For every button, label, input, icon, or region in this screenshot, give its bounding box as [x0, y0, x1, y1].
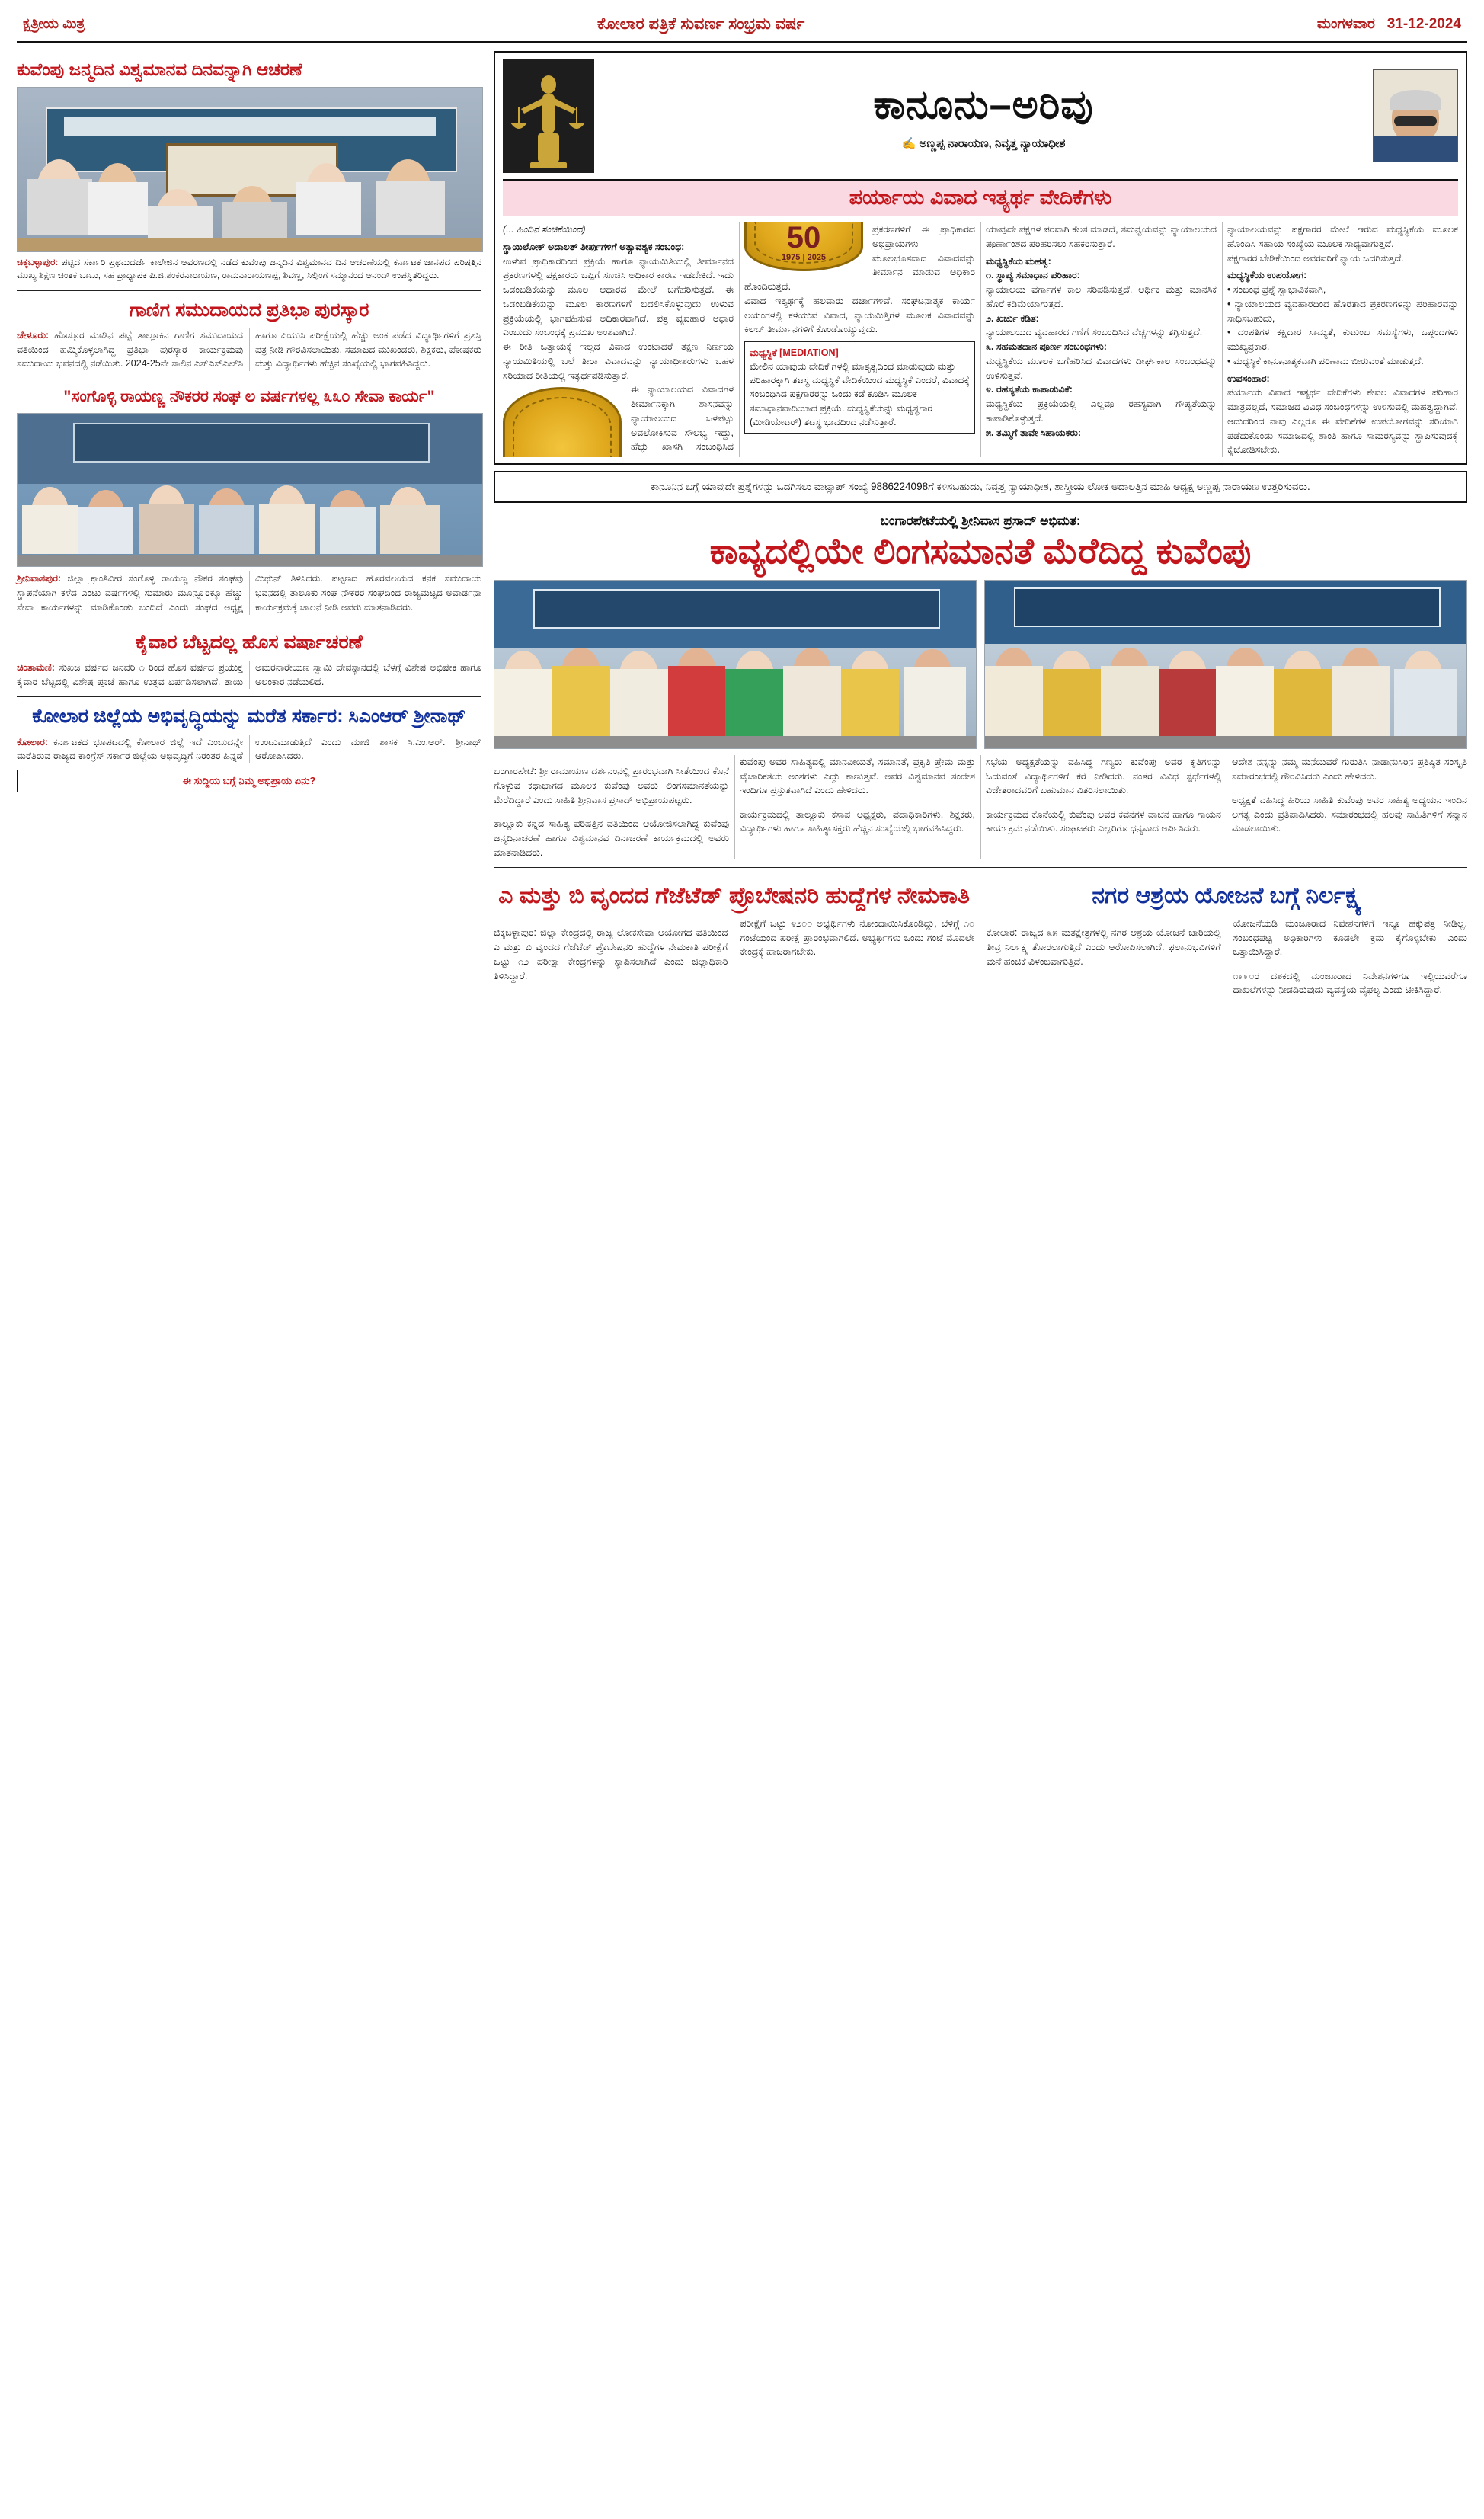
feature-title: ಕಾವ್ಯದಲ್ಲಿಯೇ ಲಿಂಗಸಮಾನತೆ ಮೆರೆದಿದ್ದ ಕುವೆಂಪು	[709, 530, 1252, 571]
kanoonu-col-1	[503, 222, 734, 382]
kanoonu-col4-b1: • ಸಂಬಂಧ ಪ್ರಶ್ನೆ ಸ್ವಾಭಾವಿಕವಾಗಿ,	[1227, 284, 1326, 295]
gazetted-body	[494, 917, 974, 984]
kanoonu-col4-b2: • ನ್ಯಾಯಾಲಯದ ವ್ಯವಹಾರದಿಂದ ಹೊರತಾದ ಪ್ರಕರಣಗಳನ್ನು ಪರಿಹಾರವನ್ನು ಸಾಧಿಸಬಹುದು,	[1227, 298, 1458, 324]
kanoonu-topic-band: ಪರ್ಯಾಯ ವಿವಾದ ಇತ್ಯರ್ಥ ವೇದಿಕೆಗಳು	[503, 179, 1458, 216]
story4-body	[17, 661, 481, 690]
feature-body	[494, 755, 1467, 860]
story4-headline: ಕೈವಾರ ಬೆಟ್ಟದಲ್ಲ ಹೊಸ ವರ್ಷಾಚರಣೆ	[136, 631, 363, 653]
nagara-p1: ಕೋಲಾರ: ರಾಜ್ಯದ ೩೫ ಮತಕ್ಷೇತ್ರಗಳಲ್ಲಿ ನಗರ ಆಶ್ರಯ ಯೋಜನೆ ಜಾರಿಯಲ್ಲಿ ತೀವ್ರ ನಿರ್ಲಕ್ಷ್ಯ ತೋರಲಾಗುತ್ತಿದೆ ಎಂದು ಆರೋಪಿಸಲಾಗಿದೆ. ಫಲಾನುಭವಿಗಳಿಗೆ ಮನೆ ಹಂಚಿಕೆ ವಿಳಂಬವಾಗುತ್ತಿದೆ.	[987, 927, 1221, 967]
story1-caption	[17, 256, 481, 283]
kanoonu-arivu-section	[494, 51, 1467, 465]
nagara-p2: ಯೋಜನೆಯಡಿ ಮಂಜೂರಾದ ನಿವೇಶನಗಳಿಗೆ ಇನ್ನೂ ಹಕ್ಕುಪತ್ರ ನೀಡಿಲ್ಲ. ಸಂಬಂಧಪಟ್ಟ ಅಧಿಕಾರಿಗಳು ಕೂಡಲೇ ಕ್ರಮ ಕೈಗೊಳ್ಳಬೇಕು ಎಂದು ಒತ್ತಾಯಿಸಿದ್ದಾರೆ.	[1233, 917, 1467, 958]
gazetted-title: ಎ ಮತ್ತು ಬಿ ವೃಂದದ ಗೆಜೆಟೆಡ್ ಪ್ರೊಬೇಷನರಿ ಹುದ್ದೆಗಳ ನೇಮಕಾತಿ	[498, 883, 970, 909]
feature-para-3: ಕಾರ್ಯಕ್ರಮದಲ್ಲಿ ತಾಲ್ಲೂಕು ಕಸಾಪ ಅಧ್ಯಕ್ಷರು, ಪದಾಧಿಕಾರಿಗಳು, ಶಿಕ್ಷಕರು, ವಿದ್ಯಾರ್ಥಿಗಳು ಹಾಗೂ ಸಾಹಿತ್ಯಾಸಕ್ತರು ಹೆಚ್ಚಿನ ಸಂಖ್ಯೆಯಲ್ಲಿ ಭಾಗವಹಿಸಿದ್ದರು.	[740, 808, 975, 834]
story1-photo	[17, 87, 483, 252]
kanoonu-col1-p2: ಈ ರೀತಿ ಒತ್ತಾಯಕ್ಕೆ ಇಲ್ಲದ ವಿವಾದ ಉಂಟಾದರೆ ತಕ್ಷಣ ನಿರ್ಣಯ ನ್ಯಾಯಮಿತಿಯಲ್ಲಿ ಬಲೆ ತೀರಾ ವಿವಾದವನ್ನು ನ್ಯಾಯಾಧೀಶರುಗಳು ಬಹಳ ಸರಿಯಾದ ರೀತಿಯಲ್ಲಿ ಇತ್ಯರ್ಥಪಡಿಸುತ್ತಾರೆ.	[503, 341, 734, 381]
mediation-title: ಮಧ್ಯಸ್ಥಿಕೆ [MEDIATION]	[750, 347, 839, 358]
story4-lead: ಚಿಂತಾಮಣಿ:	[17, 661, 55, 673]
kanoonu-contact-band: ಕಾನೂನಿನ ಬಗ್ಗೆ ಯಾವುದೇ ಪ್ರಶ್ನೆಗಳನ್ನು ಒದಗಿಸಲು ವಾಟ್ಸಾಪ್ ಸಂಖ್ಯೆ 9886224098ಗೆ ಕಳಿಸಬಹುದು, ನಿವೃತ್ತ ನ್ಯಾಯಾಧೀಶ, ಶಾಸ್ತ್ರೀಯ ಲೋಕ ಅದಾಲತ್ತಿನ ಮಾಹಿ ಅಧ್ಯಕ್ಷ ಅಣ್ಣಪ್ಪ ನಾರಾಯಣ ಉತ್ತರಿಸುವರು.	[494, 471, 1467, 503]
story2-body	[17, 328, 481, 371]
kanoonu-col4-h1: ಮಧ್ಯಸ್ಥಿಕೆಯ ಉಪಯೋಗ:	[1227, 270, 1307, 281]
nagara-section	[987, 877, 1467, 997]
masthead	[17, 11, 1467, 43]
masthead-left: ಕ್ಷತ್ರೀಯ ಮಿತ್ರ	[23, 16, 85, 32]
nagara-body	[987, 917, 1467, 997]
kanoonu-byline: ✍ ಅಣ್ಣಪ್ಪ ನಾರಾಯಣ, ನಿವೃತ್ತ ನ್ಯಾಯಾಧೀಶ	[901, 136, 1066, 150]
story2-lead: ಚೇಳೂರು:	[17, 329, 50, 341]
feedback-box[interactable]: ಈ ಸುದ್ದಿಯ ಬಗ್ಗೆ ನಿಮ್ಮ ಅಭಿಪ್ರಾಯ ಏನು?	[17, 770, 481, 792]
story5-lead: ಕೋಲಾರ:	[17, 736, 48, 747]
feature-para-0: ಬಂಗಾರಪೇಟೆ: ಶ್ರೀ ರಾಮಾಯಣ ದರ್ಶನಂನಲ್ಲಿ ಪ್ರಾರಂಭವಾಗಿ ಸೀತೆಯಿಂದ ಕೊನೆ ಗೊಳ್ಳುವ ಕಥಾಭಾಗದ ಮೂಲಕ ಕುವೆಂಪು ಅವರು ಲಿಂಗಸಮಾನತೆಯನ್ನು ಮೆರೆದಿದ್ದಾರೆ ಎಂದು ಸಾಹಿತಿ ಶ್ರೀನಿವಾಸ ಪ್ರಸಾದ್ ಅಭಿಪ್ರಾಯಪಟ್ಟರು.	[494, 766, 729, 805]
story3-photo	[17, 413, 483, 567]
kanoonu-col2-p2: ವಿವಾದ ಇತ್ಯರ್ಥಕ್ಕೆ ಹಲವಾರು ದರ್ಜಾಗಳಿವೆ. ಸಂಘಟನಾತ್ಮಕ ಕಾರ್ಯ ಲಯಂಗಳಲ್ಲಿ ಕಳೆಯುವ ವಿವಾದ, ನ್ಯಾಯಮಿತ್ತಿಗಳ ಮೂಲಕ ವಿವಾದವನ್ನು ಕಿಲಬ್ ತೀರ್ಮಾನಗಳಿಗೆ ಕೊಂಡೊಯ್ಯುವುದು.	[744, 295, 975, 335]
kanoonu-col3-h6: ೫. ತಮ್ಮಿಗೆ ತಾವೇ ಸಿಹಾಯಕರು:	[986, 427, 1082, 438]
kanoonu-col3-t6: ನ್ಯಾಯಾಲಯವನ್ನು ಪಕ್ಷಗಾರರ ಮೇಲೆ ಇರುವ ಮಧ್ಯಸ್ಥಿಕೆಯ ಮೂಲಕ ಹೊಂದಿಸಿ ಸಹಾಯ ಸಂಖ್ಯೆಯ ಮೂಲಕ ಸಾಧ್ಯವಾಗುತ್ತದೆ.	[1227, 224, 1458, 249]
mediation-box	[744, 341, 975, 434]
lady-justice-icon	[503, 59, 594, 173]
kanoonu-title: ಕಾನೂನು–ಅರಿವು	[873, 82, 1094, 127]
masthead-day: ಮಂಗಳವಾರ	[1316, 16, 1375, 32]
feature-photo-right	[984, 580, 1467, 749]
seal-fifty: 50	[786, 221, 821, 254]
kanoonu-col4-b4: • ಮಧ್ಯಸ್ಥಿಕೆ ಕಾನೂನಾತ್ಮಕವಾಗಿ ಪರಿಣಾಮ ಬೀರುವಂತೆ ಮಾಡುತ್ತದೆ.	[1227, 355, 1424, 366]
kanoonu-continued: (... ಹಿಂದಿನ ಸಂಚಿಕೆಯಿಂದ)	[503, 224, 586, 235]
kanoonu-col4-p1: ಪಕ್ಷಗಾರರ ಬೇಡಿಕೆಯಿಂದ ಅವರವರಿಗೆ ನ್ಯಾಯ ಒದಗಿಸುತ್ತದೆ.	[1227, 252, 1404, 264]
kanoonu-col4-p2: ಪರ್ಯಾಯ ವಿವಾದ ಇತ್ಯರ್ಥ ವೇದಿಕೆಗಳು ಕೇವಲ ವಿವಾದಗಳ ಪರಿಹಾರ ಮಾತ್ರವಲ್ಲದೆ, ಸಮಾಜದ ವಿವಿಧ ಸಂಬಂಧಗಳನ್ನು ಉಳಿಸುವಲ್ಲಿ ಮಹತ್ವದ್ದಾಗಿವೆ. ಆದುದರಿಂದ ನಾವು ಎಲ್ಲರೂ ಈ ವೇದಿಕೆಗಳ ಉಪಯೋಗವನ್ನು ಸರಿಯಾಗಿ ಪಡೆದುಕೊಂಡು ಸಮಾಜದಲ್ಲಿ ಶಾಂತಿ ಹಾಗೂ ಸಾಮರಸ್ಯವನ್ನು ಸ್ಥಾಪಿಸುವುದಕ್ಕೆ ಕೈಜೋಡಿಸಬೇಕು.	[1227, 387, 1458, 456]
gazetted-p1: ಚಿಕ್ಕಬಳ್ಳಾಪುರ: ಜಿಲ್ಲಾ ಕೇಂದ್ರದಲ್ಲಿ ರಾಜ್ಯ ಲೋಕಸೇವಾ ಆಯೋಗದ ವತಿಯಿಂದ ಎ ಮತ್ತು ಬಿ ವೃಂದದ ಗೆಜೆಟೆಡ್ ಪ್ರೊಬೇಷನರಿ ಹುದ್ದೆಗಳ ನೇಮಕಾತಿ ಪರೀಕ್ಷೆಗೆ ಒಟ್ಟು ೧೨ ಪರೀಕ್ಷಾ ಕೇಂದ್ರಗಳನ್ನು ಸ್ಥಾಪಿಸಲಾಗಿದೆ ಎಂದು ಜಿಲ್ಲಾಧಿಕಾರಿ ತಿಳಿಸಿದ್ದಾರೆ.	[494, 927, 728, 981]
kanoonu-col3-h3: ೨. ಖರ್ಚು ಕಡಿತ:	[986, 312, 1039, 324]
story5-body	[17, 735, 481, 764]
kanoonu-col3-h2: ೧. ಸ್ಥಾಪ್ಯ ಸಮಾಧಾನ ಪರಿಹಾರ:	[986, 270, 1080, 281]
feature-para-5: ಕಾರ್ಯಕ್ರಮದ ಕೊನೆಯಲ್ಲಿ ಕುವೆಂಪು ಅವರ ಕವನಗಳ ವಾಚನ ಹಾಗೂ ಗಾಯನ ಕಾರ್ಯಕ್ರಮ ನಡೆಯಿತು. ಸಂಘಟಕರು ಎಲ್ಲರಿಗೂ ಧನ್ಯವಾದ ಅರ್ಪಿಸಿದರು.	[986, 808, 1221, 834]
story3-headline: "ಸಂಗೊಳ್ಳಿ ರಾಯಣ್ಣ ನೌಕರರ ಸಂಘ ಲ ವರ್ಷಗಳಲ್ಲ ೩೩೦ ಸೇವಾ ಕಾರ್ಯ"	[63, 388, 435, 406]
feature-photo-left	[494, 580, 977, 749]
mediation-text: ಮೇಲಿನ ಯಾವುದು ವೇದಿಕೆ ಗಳಲ್ಲಿ ಮಾತೃತ್ವದಿಂದ ಮಾಡುವುದು ಮತ್ತು ಪರಿಹಾರಕ್ಕಾಗಿ ತಟಸ್ಥ ಮಧ್ಯಸ್ಥಿಕೆ ವೇದಿಕೆಯಿಂದ ಮಧ್ಯಸ್ಥಿಕೆ ಎಂದರೆ, ವಿವಾದಕ್ಕೆ ಸಂಬಂಧಿಸಿದ ಪಕ್ಷಗಾರರನ್ನು ಒಂದು ಕಡೆ ಕೂಡಿಸಿ ಮೂಲಕ ಸಮಾಧಾನವಾದಿಯಾದ ಪ್ರಕ್ರಿಯೆ. ಮಧ್ಯಸ್ಥಿಕೆಯನ್ನು ಮಧ್ಯಸ್ಥಗಾರ (ಮೀಡಿಯೇಟರ್) ತಟಸ್ಥ ಭಾವದಿಂದ ನಡೆಸುತ್ತಾರೆ.	[750, 361, 970, 427]
story1-caption-text: ಪಟ್ಟಿದ ಸರ್ಕಾರಿ ಪ್ರಥಮದರ್ಜೆ ಕಾಲೇಜಿನ ಆವರಣದಲ್ಲಿ ನಡೆದ ಕುವೆಂಪು ಜನ್ಮದಿನ ವಿಶ್ವಮಾನವ ದಿನ ಆಚರಣೆಯಲ್ಲಿ ಕರ್ನಾಟಕ ಜಾನಪದ ಪರಿಷತ್ತಿನ ಮುಖ್ಯ ಶಿಕ್ಷಣ ಚಿಂತಕ ಬಾಬು, ಸಹ ಪ್ರಾಧ್ಯಾಪಕ ಪಿ.ಜಿ.ಶಂಕರನಾರಾಯಣ, ರಾಮನಾರಾಯಣಪ್ಪ, ಶಿವಣ್ಣ, ಸಿಲ್ಲಿಂಗ ಸಮ್ಮಾನಂದ ಆನಂದ್ ಉಪಸ್ಥಿತರಿದ್ದರು.	[17, 256, 481, 281]
kanoonu-col2-p1: ಈ ನ್ಯಾಯಾಲಯದ ವಿವಾದಗಳ ತೀರ್ಮಾನಕ್ಕಾಗಿ ಶಾಸನವನ್ನು ನ್ಯಾಯಾಲಯದ ಒಳಪಟ್ಟು ಅವಲೋಕಿಸುವ ಸೌಲಭ್ಯ ಇದ್ದು, ಹೆಚ್ಚು ಖಾಸಗಿ ಸಂಬಂಧಿಸಿದ ಪ್ರಕರಣಗಳಿಗೆ ಈ ಪ್ರಾಧಿಕಾರದ ಅಭಿಪ್ರಾಯಗಳು ಮೂಲಭೂತವಾದ ವಿವಾದವನ್ನು ತೀರ್ಮಾನ ಮಾಡುವ ಅಧಿಕಾರ ಹೊಂದಿರುತ್ತದೆ.	[631, 224, 975, 453]
kanoonu-col3-h5: ೪. ರಹಸ್ಯತೆಯ ಕಾಪಾಡುವಿಕೆ:	[986, 384, 1073, 395]
right-column	[494, 51, 1467, 997]
masthead-date	[1317, 16, 1461, 33]
story3-body	[17, 571, 481, 614]
nagara-title: ನಗರ ಆಶ್ರಯ ಯೋಜನೆ ಬಗ್ಗೆ ನಿರ್ಲಕ್ಷ್ಯ	[1092, 883, 1362, 909]
kanoonu-col3-t5: ಮಧ್ಯಸ್ಥಿಕೆಯ ಪ್ರಕ್ರಿಯೆಯಲ್ಲಿ ಎಲ್ಲವೂ ರಹಸ್ಯವಾಗಿ ಗೌಪ್ಯತೆಯನ್ನು ಕಾಪಾಡಿಕೊಳ್ಳುತ್ತದೆ.	[986, 398, 1217, 424]
feature-para-2: ಕುವೆಂಪು ಅವರ ಸಾಹಿತ್ಯದಲ್ಲಿ ಮಾನವೀಯತೆ, ಸಮಾನತೆ, ಪ್ರಕೃತಿ ಪ್ರೇಮ ಮತ್ತು ವೈಚಾರಿಕತೆಯ ಅಂಶಗಳು ಎದ್ದು ಕಾಣುತ್ತವೆ. ಅವರ ವಿಶ್ವಮಾನವ ಸಂದೇಶ ಇಂದಿಗೂ ಪ್ರಸ್ತುತವಾಗಿದೆ ಎಂದು ಹೇಳಿದರು.	[740, 756, 975, 796]
gazetted-section	[494, 877, 974, 997]
seal-years: 1975 | 2025	[781, 253, 827, 262]
story4-text: ಸುಖಜ ವರ್ಷದ ಜನವರಿ ೧ ರಿಂದ ಹೊಸ ವರ್ಷದ ಪ್ರಯುಕ್ತ ಕೈವಾರ ಬೆಟ್ಟದಲ್ಲಿ ವಿಶೇಷ ಪೂಜೆ ಹಾಗೂ ಉತ್ಸವ ಏರ್ಪಡಿಸಲಾಗಿದೆ. ತಾಯಿ ಅಮರನಾರೇಯಣ ಸ್ವಾಮಿ ದೇವಸ್ಥಾನದಲ್ಲಿ ಬೆಳಗ್ಗೆ ವಿಶೇಷ ಅಭಿಷೇಕ ಹಾಗೂ ಅಲಂಕಾರ ನಡೆಯಲಿದೆ.	[17, 661, 481, 687]
story5-headline: ಕೋಲಾರ ಜಿಲ್ಲೆಯ ಅಭಿವೃದ್ಧಿಯನ್ನು ಮರೆತ ಸರ್ಕಾರ: ಸಿಎಂಆರ್ ಶ್ರೀನಾಥ್	[32, 706, 466, 728]
kanoonu-col4-h2: ಉಪಸಂಹಾರ:	[1227, 373, 1270, 384]
feature-kicker: ಬಂಗಾರಪೇಟೆಯಲ್ಲಿ ಶ್ರೀನಿವಾಸ ಪ್ರಸಾದ್ ಅಭಿಮತ:	[880, 513, 1081, 528]
masthead-center: ಕೋಲಾರ ಪತ್ರಿಕೆ ಸುವರ್ಣ ಸಂಭ್ರಮ ವರ್ಷ	[596, 15, 805, 33]
gazetted-p2: ಪರೀಕ್ಷೆಗೆ ಒಟ್ಟು ೪೨೦೦ ಅಭ್ಯರ್ಥಿಗಳು ನೋಂದಾಯಿಸಿಕೊಂಡಿದ್ದು, ಬೆಳಿಗ್ಗೆ ೧೦ ಗಂಟೆಯಿಂದ ಪರೀಕ್ಷೆ ಪ್ರಾರಂಭವಾಗಲಿದೆ. ಅಭ್ಯರ್ಥಿಗಳು ಒಂದು ಗಂಟೆ ಮೊದಲೇ ಕೇಂದ್ರಕ್ಕೆ ಹಾಜರಾಗಬೇಕು.	[740, 917, 974, 958]
kanoonu-col3-t4: ಮಧ್ಯಸ್ಥಿಕೆಯ ಮೂಲಕ ಬಗೆಹರಿಸಿದ ವಿವಾದಗಳು ದೀರ್ಘಕಾಲ ಸಂಬಂಧವನ್ನು ಉಳಿಸುತ್ತವೆ.	[986, 355, 1217, 381]
left-column	[17, 51, 481, 997]
kanoonu-col3-h1: ಮಧ್ಯಸ್ಥಿಕೆಯ ಮಹತ್ವ:	[986, 255, 1051, 267]
masthead-date-value: 31-12-2024	[1386, 16, 1461, 32]
story2-headline: ಗಾಣಿಗ ಸಮುದಾಯದ ಪ್ರತಿಭಾ ಪುರಸ್ಕಾರ	[129, 299, 369, 321]
feature-para-1: ತಾಲ್ಲೂಕು ಕನ್ನಡ ಸಾಹಿತ್ಯ ಪರಿಷತ್ತಿನ ವತಿಯಿಂದ ಆಯೋಜಿಸಲಾಗಿದ್ದ ಕುವೆಂಪು ಜನ್ಮದಿನಾಚರಣೆ ಹಾಗೂ ವಿಶ್ವಮಾನವ ದಿನಾಚರಣೆ ಕಾರ್ಯಕ್ರಮದಲ್ಲಿ ಅವರು ಮಾತನಾಡಿದರು.	[494, 818, 729, 858]
author-portrait	[1373, 69, 1458, 162]
feature-photo-row	[494, 580, 1467, 749]
story1-caption-lead: ಚಿಕ್ಕಬಳ್ಳಾಪುರ:	[17, 256, 59, 267]
story3-lead: ಶ್ರೀನಿವಾಸಪುರ:	[17, 573, 61, 584]
nagara-p3: ೧೯೯೦ರ ದಶಕದಲ್ಲಿ ಮಂಜೂರಾದ ನಿವೇಶನಗಳಿಗೂ ಇಲ್ಲಿಯವರೆಗೂ ದಾಖಲೆಗಳನ್ನು ನೀಡದಿರುವುದು ವ್ಯವಸ್ಥೆಯ ವೈಫಲ್ಯ ಎಂದು ಟೀಕಿಸಿದ್ದಾರೆ.	[1233, 970, 1467, 996]
story3-text: ಜಿಲ್ಲಾ ಕ್ರಾಂತಿವೀರ ಸಂಗೊಳ್ಳಿ ರಾಯಣ್ಣ ನೌಕರ ಸಂಘವು ಸ್ಥಾಪನೆಯಾಗಿ ಕಳೆದ ಎಂಟು ವರ್ಷಗಳಲ್ಲಿ ಸುಮಾರು ಮೂನ್ನೂರಕ್ಕೂ ಹೆಚ್ಚು ಸೇವಾ ಕಾರ್ಯಗಳನ್ನು ಮಾಡಿಕೊಂಡು ಬಂದಿದೆ ಎಂದು ಸಂಘದ ಅಧ್ಯಕ್ಷ ಮಿಥುನ್ ತಿಳಿಸಿದರು. ಪಟ್ಟಣದ ಹೊರವಲಯದ ಕನಕ ಸಮುದಾಯ ಭವನದಲ್ಲಿ ತಾಲೂಕು ಸಂಘ ನೌಕರರ ಸಂಘದಿಂದ ರಾಜ್ಯಮಟ್ಟದ ಅವಾರ್ಡನಾ ಕಾರ್ಯಕ್ರಮಕ್ಕೆ ಚಾಲನೆ ನೀಡಿ ಅವರು ಮಾತನಾಡಿದರು.	[17, 573, 481, 613]
story5-text: ಕರ್ನಾಟಕದ ಭೂಪಟದಲ್ಲಿ ಕೋಲಾರ ಜಿಲ್ಲೆ ಇದೆ ಎಂಬುದನ್ನೇ ಮರೆತಿರುವ ರಾಜ್ಯದ ಕಾಂಗ್ರೆಸ್ ಸರ್ಕಾರ ಜಿಲ್ಲೆಯ ಅಭಿವೃದ್ಧಿಗೆ ನಿರಂತರ ಹಿನ್ನಡೆ ಉಂಟುಮಾಡುತ್ತಿದೆ ಎಂದು ಮಾಜಿ ಶಾಸಕ ಸಿ.ಎಂ.ಆರ್. ಶ್ರೀನಾಥ್ ಆರೋಪಿಸಿದರು.	[17, 736, 481, 762]
kanoonu-sub-1: ಸ್ಥಾಯಿಲೋಕ್ ಅದಾಲತ್ ತೀರ್ಪುಗಳಿಗೆ ಅತ್ಯಾವಶ್ಯಕ ಸಂಬಂಧ:	[503, 241, 685, 252]
feature-para-6: ಆದೇಶ ನನ್ನನ್ನು ನಮ್ಮ ಮನೆಯವರೆ ಗುರುತಿಸಿ ನಾಡಾನುಸಿರಿನ ಪ್ರತಿಷ್ಠಿತ ಸಂಸ್ಕೃತಿ ಸಮಾರಂಭದಲ್ಲಿ ಗೌರವಿಸಿದರು ಎಂದು ಹೇಳಿದರು.	[1232, 756, 1467, 782]
kanoonu-col1-p1: ಉಳುವ ಪ್ರಾಧಿಕಾರದಿಂದ ಪ್ರಕ್ರಿಯೆ ಹಾಗೂ ನ್ಯಾಯಮಿತಿಯಲ್ಲಿ ತೀರ್ಮಾನದ ಪ್ರಕರಣಗಳಲ್ಲಿ ಪಕ್ಷಕಾರರು ಒಪ್ಪಿಗೆ ಸೂಚಿಸಿ ಅಧಿಕಾರ ಕಾರಣ ಇಡಬೇಕಿದೆ. ಇದು ಒಡಂಬಡಿಕೆಯನ್ನು ಮೂಲ ಆಧಾರದ ಮೇಲೆ ಬಗೆಹರಿಸುತ್ತದೆ. ಈ ಒಡಂಬಡಿಕೆಯನ್ನು ಮೂಲ ಕಾರಣಗಳಿಗೆ ಬದಲಿಸಿಕೊಳ್ಳುವುದು ಉಳುವ ಪ್ರಕ್ರಿಯೆಯಲ್ಲಿ ಭಾಗವಹಿಸುವ ಅಧಿಕಾರವಾಗಿದೆ. ಪತ್ರ ವ್ಯವಹಾರ ಆಧಾರ ಎಂಬುದು ಸಂಬಂಧಕ್ಕೆ ಪ್ರಮುಖ ಅಂಶವಾಗಿದೆ.	[503, 255, 734, 338]
kanoonu-col3-t3: ನ್ಯಾಯಾಲಯದ ವ್ಯವಹಾರದ ಗಣಿಗೆ ಸಂಬಂಧಿಸಿದ ವೆಚ್ಚಗಳನ್ನು ತಗ್ಗಿಸುತ್ತದೆ.	[986, 327, 1203, 338]
feature-para-7: ಅಧ್ಯಕ್ಷತೆ ವಹಿಸಿದ್ದ ಹಿರಿಯ ಸಾಹಿತಿ ಕುವೆಂಪು ಅವರ ಸಾಹಿತ್ಯ ಅಧ್ಯಯನ ಇಂದಿನ ಅಗತ್ಯ ಎಂದು ಪ್ರತಿಪಾದಿಸಿದರು. ಸಮಾರಂಭದಲ್ಲಿ ಹಲವು ಸಾಹಿತಿಗಳಿಗೆ ಸನ್ಮಾನ ಮಾಡಲಾಯಿತು.	[1232, 794, 1467, 834]
feature-para-4: ಸಭೆಯ ಅಧ್ಯಕ್ಷತೆಯನ್ನು ವಹಿಸಿದ್ದ ಗಣ್ಯರು ಕುವೆಂಪು ಅವರ ಕೃತಿಗಳನ್ನು ಓದುವಂತೆ ವಿದ್ಯಾರ್ಥಿಗಳಿಗೆ ಕರೆ ನೀಡಿದರು. ನಂತರ ವಿವಿಧ ಸ್ಪರ್ಧೆಗಳಲ್ಲಿ ವಿಜೇತರಾದವರಿಗೆ ಬಹುಮಾನ ವಿತರಿಸಲಾಯಿತು.	[986, 756, 1221, 796]
kanoonu-col3-h4: ೩. ಸಹಮತದಾನ ಪೂರ್ಣ ಸಂಬಂಧಗಳು:	[986, 341, 1107, 352]
story1-headline: ಕುವೆಂಪು ಜನ್ಮದಿನ ವಿಶ್ವಮಾನವ ದಿನವನ್ನಾಗಿ ಆಚರಣೆ	[17, 59, 302, 79]
kanoonu-col3-t2: ನ್ಯಾಯಾಲಯ ವರ್ಗಾಗಳ ಕಾಲ ಸರಿಪಡಿಸುತ್ತದೆ, ಆರ್ಥಿಕ ಮತ್ತು ಮಾನಸಿಕ ಹೊರೆ ಕಡಿಮೆಯಾಗುತ್ತದೆ.	[986, 284, 1217, 309]
kanoonu-col3-p1: ಯಾವುದೇ ಪಕ್ಷಗಳ ಪರವಾಗಿ ಕೆಲಸ ಮಾಡದೆ, ಸಮನ್ವಯವನ್ನು ನ್ಯಾಯಾಲಯದ ಪೂರ್ಣಾಂಶದ ಪರಿಹರಿಸಲು ಸಹಕರಿಸುತ್ತಾರೆ.	[986, 224, 1217, 249]
story2-text: ಹೊಸ್ತೂರ ಮಾಡಿನ ಪಟ್ಟೆ ತಾಲ್ಲೂಕಿನ ಗಾಣಿಗ ಸಮುದಾಯದ ವತಿಯಿಂದ ಹಮ್ಮಿಕೊಳ್ಳಲಾಗಿದ್ದ ಪ್ರತಿಭಾ ಪುರಸ್ಕಾರ ಕಾರ್ಯಕ್ರಮವು ಸಮುದಾಯ ಭವನದಲ್ಲಿ ನಡೆಯಿತು. 2024-25ನೇ ಸಾಲಿನ ಎಸ್ಎಸ್ಎಲ್‌ಸಿ ಹಾಗೂ ಪಿಯುಸಿ ಪರೀಕ್ಷೆಯಲ್ಲಿ ಹೆಚ್ಚು ಅಂಕ ಪಡೆದ ವಿದ್ಯಾರ್ಥಿಗಳಿಗೆ ಪ್ರಶಸ್ತಿ ಪತ್ರ ನೀಡಿ ಗೌರವಿಸಲಾಯಿತು. ಸಮಾಜದ ಮುಖಂಡರು, ಶಿಕ್ಷಕರು, ಪೋಷಕರು ಮತ್ತು ವಿದ್ಯಾರ್ಥಿಗಳು ಹೆಚ್ಚಿನ ಸಂಖ್ಯೆಯಲ್ಲಿ ಭಾಗವಹಿಸಿದ್ದರು.	[17, 329, 481, 370]
kanoonu-col-4	[1227, 251, 1458, 458]
kanoonu-col4-b3: • ದಂಪತಿಗಳ ಕಕ್ಷಿದಾರ ಸಾಮ್ಯತೆ, ಕುಟುಂಬ ಸಮಸ್ಯೆಗಳು, ಒಪ್ಪಂದಗಳು ಮುಖ್ಯಪ್ರಕಾರ.	[1227, 327, 1458, 352]
